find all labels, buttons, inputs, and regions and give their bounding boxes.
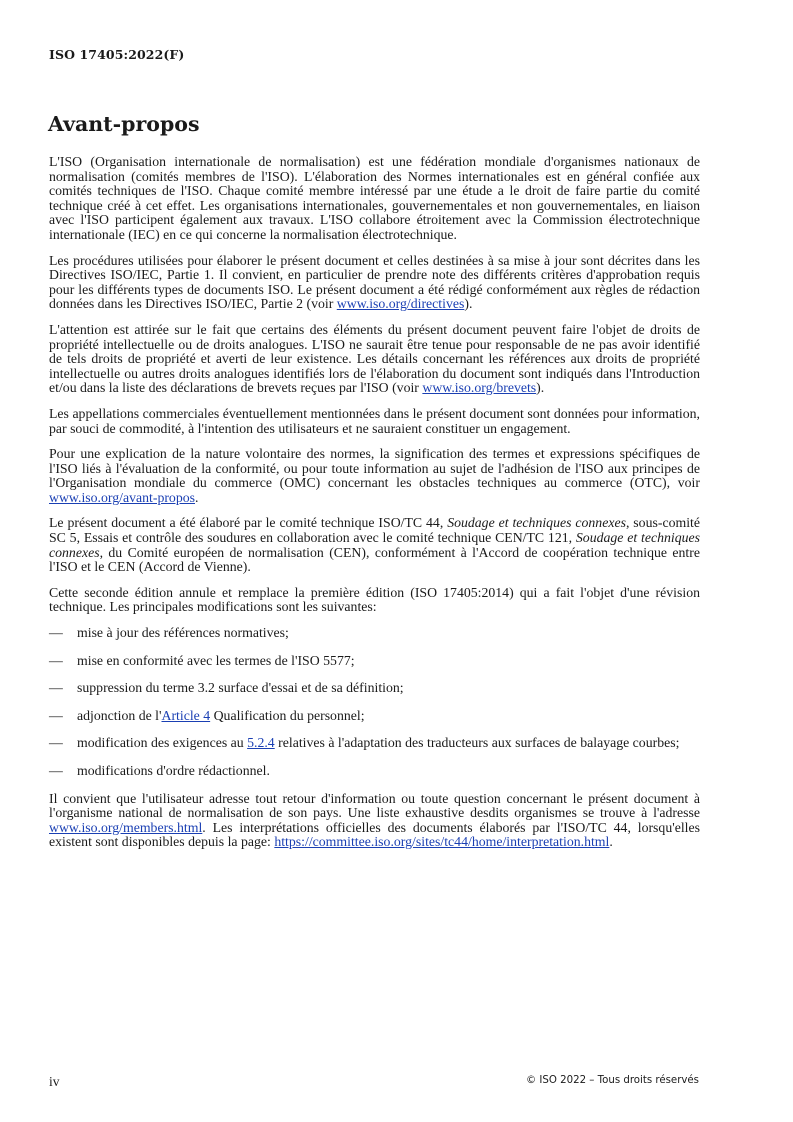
paragraph-patents	[49, 323, 700, 396]
paragraph-text: L'attention est attirée sur le fait que certains des éléments du présent document peuvent faire l'objet de droits de propriété intellectuelle ou de droits analogues. L'ISO ne saurait être tenue pour responsable de ne pas avoir identifié de tels droits de propriété et averti de leur existence. Les détails concernant les références aux droits de propriété intellectuelle ou autres droits analogues identifiés lors de l'élaboration du document sont indiqués dans l'Introduction et/ou dans la liste des déclarations de brevets reçues par l'ISO (voir	[49, 321, 700, 396]
paragraph-iso-intro: L'ISO (Organisation internationale de normalisation) est une fédération mondiale d'organismes nationaux de normalisation (comités membres de l'ISO). L'élaboration des Normes internationales est en général confiée aux comités techniques de l'ISO. Chaque comité membre intéressé par une étude a le droit de faire partie du comité technique créé à cet effet. Les organisations internationales, gouvernementales et non gouvernementales, en liaison avec l'ISO participent également aux travaux. L'ISO collabore étroitement avec la Commission électrotechnique internationale (IEC) en ce qui concerne la normalisation électrotechnique.	[49, 154, 700, 242]
paragraph-trade-names: Les appellations commerciales éventuellement mentionnées dans le présent document sont données pour information, par souci de commodité, à l'intention des utilisateurs et ne sauraient constituer un engagement.	[49, 405, 700, 436]
paragraph-procedures	[49, 254, 700, 312]
dash-bullet: —	[49, 680, 63, 696]
list-item-text	[77, 708, 365, 723]
dash-bullet: —	[49, 707, 63, 723]
paragraph-text-end: ).	[464, 296, 473, 312]
list-item-text: modifications d'ordre rédactionnel.	[77, 763, 270, 778]
paragraph-text: Il convient que l'utilisateur adresse tout retour d'information ou toute question concernant le présent document à l'organisme national de normalisation de son pays. Une liste exhaustive desdits organismes se trouve à l'adresse	[49, 790, 700, 821]
committee-text-a: Le présent document a été élaboré par le comité technique ISO/TC 44,	[49, 515, 448, 531]
members-link[interactable]: www.iso.org/members.html	[49, 819, 203, 835]
dash-bullet: —	[49, 652, 63, 668]
dash-bullet: —	[49, 625, 63, 641]
cen-committee-title-italic: Soudage et techniques connexes	[49, 530, 700, 560]
list-item	[49, 654, 700, 669]
paragraph-text: Les procédures utilisées pour élaborer le présent document et celles destinées à sa mise à jour sont décrites dans les Directives ISO/IEC, Partie 1. Il convient, en particulier de prendre note des différents critères d'approbation requis pour les différents types de documents ISO. Le présent document a été rédigé conformément aux règles de rédaction données dans les Directives ISO/IEC, Partie 2 (voir	[49, 252, 700, 312]
changes-list	[49, 626, 700, 779]
dash-bullet: —	[49, 735, 63, 751]
committee-text-c: , du Comité européen de normalisation (CEN), conformément à l'Accord de coopération technique entre l'ISO et le CEN (Accord de Vienne).	[49, 544, 700, 575]
paragraph-text-mid: . Les interprétations officielles des documents élaborés par l'ISO/TC 44, lorsqu'elles existent sont disponibles depuis la page:	[49, 819, 700, 850]
document-id: ISO 17405:2022(F)	[49, 47, 185, 62]
article-4-link[interactable]: Article 4	[161, 707, 211, 723]
paragraph-text: Pour une explication de la nature volontaire des normes, la signification des termes et expressions spécifiques de l'ISO liés à l'évaluation de la conformité, ou pour toute information au sujet de l'adhésion de l'ISO aux principes de l'Organisation mondiale du commerce (OMC) concernant les obstacles techniques au commerce (OTC), voir	[49, 446, 700, 491]
paragraph-committee	[49, 516, 700, 574]
interpretation-link[interactable]: https://committee.iso.org/sites/tc44/home/interpretation.html	[274, 834, 610, 850]
paragraph-text-end: ).	[536, 380, 545, 396]
list-item	[49, 764, 700, 779]
paragraph-edition: Cette seconde édition annule et remplace la première édition (ISO 17405:2014) qui a fait l'objet d'une révision technique. Les principales modifications sont les suivantes:	[49, 584, 700, 615]
paragraph-voluntary-nature	[49, 447, 700, 505]
paragraph-text-end: .	[195, 489, 199, 505]
paragraph-text-end: .	[609, 834, 613, 850]
list-item-text-after: Qualification du personnel;	[210, 707, 365, 723]
copyright-notice: © ISO 2022 – Tous droits réservés	[525, 1075, 699, 1086]
committee-text-b: , sous-comité SC 5, Essais et contrôle des soudures en collaboration avec le comité technique CEN/TC 121,	[49, 515, 700, 546]
list-item	[49, 736, 700, 751]
committee-title-italic: Soudage et techniques connexes	[447, 515, 626, 531]
list-item	[49, 626, 700, 641]
page-number: iv	[49, 1074, 60, 1089]
patents-link[interactable]: www.iso.org/brevets	[422, 380, 537, 396]
list-item-text: mise à jour des références normatives;	[77, 625, 289, 641]
dash-bullet: —	[49, 763, 63, 778]
list-item	[49, 681, 700, 696]
list-item-text: mise en conformité avec les termes de l'ISO 5577;	[77, 652, 355, 668]
page-title: Avant-propos	[48, 112, 200, 136]
list-item-text: suppression du terme 3.2 surface d'essai et de sa définition;	[77, 680, 404, 696]
paragraph-feedback	[49, 792, 700, 850]
list-item-text-after: relatives à l'adaptation des traducteurs aux surfaces de balayage courbes;	[274, 735, 680, 751]
list-item-text-before: modification des exigences au	[77, 735, 248, 751]
body-content	[49, 155, 700, 861]
directives-link[interactable]: www.iso.org/directives	[336, 296, 465, 312]
list-item-text-before: adjonction de l'	[77, 707, 162, 723]
foreword-link[interactable]: www.iso.org/avant-propos	[49, 489, 195, 505]
list-item	[49, 709, 700, 724]
list-item-text	[77, 735, 679, 750]
section-5-2-4-link[interactable]: 5.2.4	[247, 735, 275, 751]
